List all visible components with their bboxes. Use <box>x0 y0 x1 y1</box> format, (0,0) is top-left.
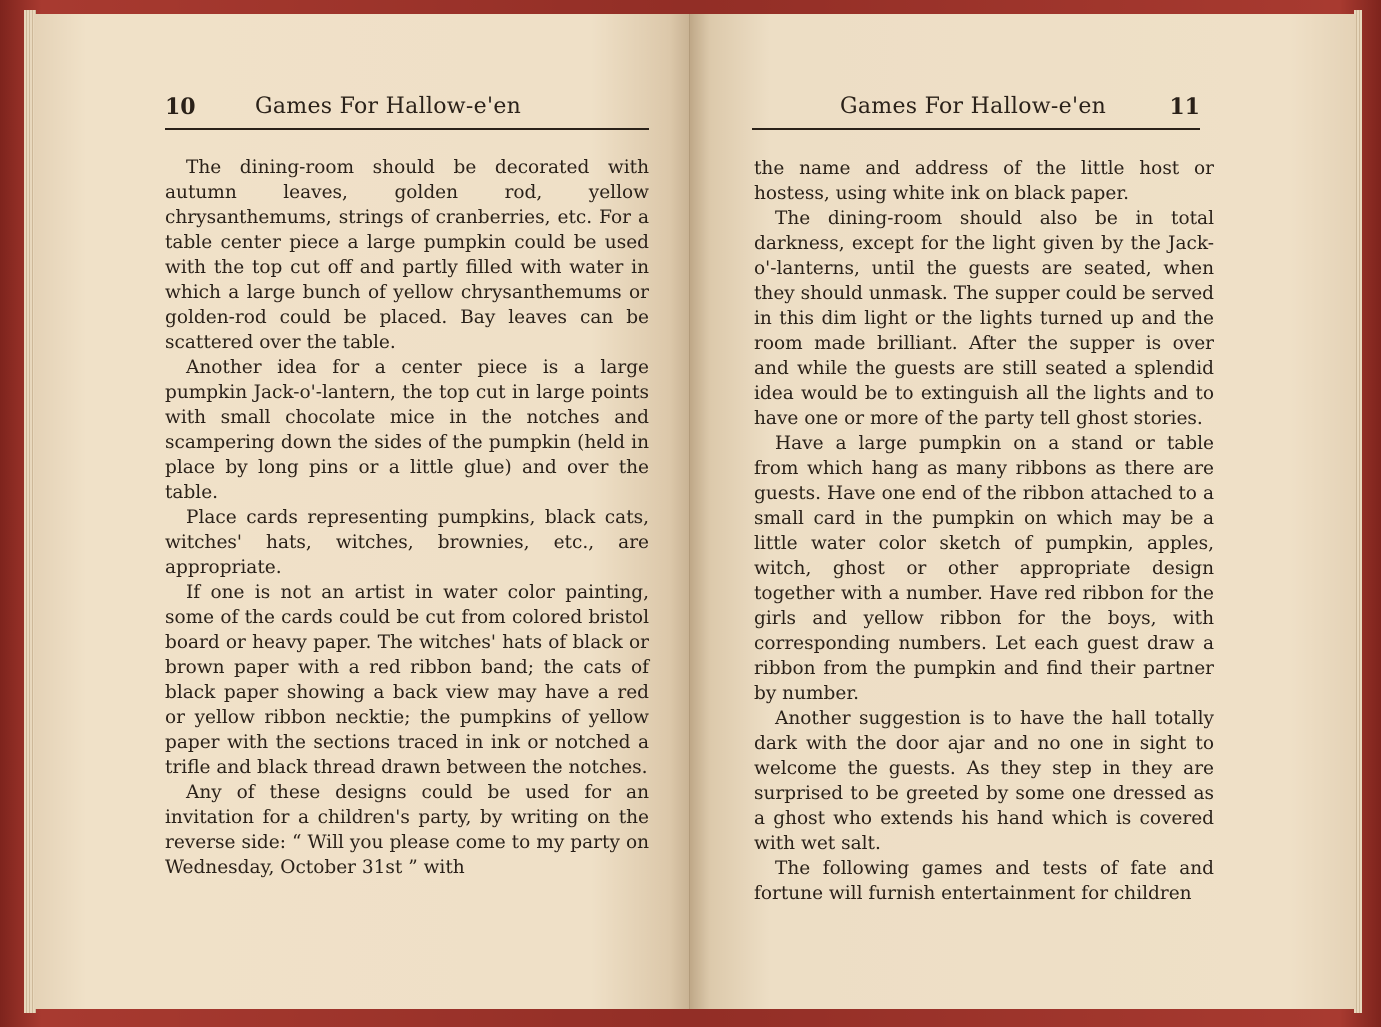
right-page-header <box>752 92 1200 130</box>
paragraph: The dining-room should be decorated with autumn leaves, golden rod, yellow chrysanthemums, strings of cranberries, etc. For a table center piece a large pumpkin could be used with the top cut off and partly filled with water in which a large bunch of yellow chrysanthemums or golden-rod could be placed. Bay leaves can be scattered over the table. <box>165 157 649 353</box>
left-page-header <box>165 92 649 130</box>
paragraph: The dining-room should also be in total darkness, except for the light given by the Jack-o'-lanterns, until the guests are seated, when they should unmask. The supper could be served in this dim light or the lights turned up and the room made brilliant. After the supper is over and while the guests are still seated a splendid idea would be to extinguish all the lights and to have one or more of the party tell ghost stories. <box>754 208 1214 429</box>
right-page-body <box>754 156 1214 906</box>
paragraph: Another suggestion is to have the hall totally dark with the door ajar and no one in sight to welcome the guests. As they step in they are surprised to be greeted by some one dressed as a ghost who extends his hand which is covered with wet salt. <box>754 708 1214 854</box>
right-page <box>690 14 1356 1009</box>
paragraph: the name and address of the little host or hostess, using white ink on black paper. <box>754 158 1214 204</box>
left-page <box>34 14 690 1009</box>
paragraph: Have a large pumpkin on a stand or table from which hang as many ribbons as there are guests. Have one end of the ribbon attached to a small card in the pumpkin on which may be a little water color sketch of pumpkin, apples, witch, ghost or other appropriate design together with a number. Have red ribbon for the girls and yellow ribbon for the boys, with corresponding numbers. Let each guest draw a ribbon from the pumpkin and find their partner by number. <box>754 433 1214 704</box>
left-running-title: Games For Hallow-e'en <box>255 94 522 119</box>
right-page-number: 11 <box>1169 94 1200 120</box>
left-page-body <box>165 155 649 880</box>
paragraph: Another idea for a center piece is a large pumpkin Jack-o'-lantern, the top cut in large points with small chocolate mice in the notches and scampering down the sides of the pumpkin (held in place by long pins or a little glue) and over the table. <box>165 357 649 503</box>
paragraph: The following games and tests of fate and fortune will furnish entertainment for children <box>754 858 1214 904</box>
paragraph: Place cards representing pumpkins, black cats, witches' hats, witches, brownies, etc., are appropriate. <box>165 507 649 578</box>
paragraph: Any of these designs could be used for an invitation for a children's party, by writing on the reverse side: “ Will you please come to my party on Wednesday, October 31st ” with <box>165 782 649 878</box>
paragraph: If one is not an artist in water color painting, some of the cards could be cut from colored bristol board or heavy paper. The witches' hats of black or brown paper with a red ribbon band; the cats of black paper showing a back view may have a red or yellow ribbon necktie; the pumpkins of yellow paper with the sections traced in ink or notched a trifle and black thread drawn between the notches. <box>165 582 649 778</box>
right-running-title: Games For Hallow-e'en <box>840 94 1107 119</box>
left-page-number: 10 <box>165 94 196 120</box>
